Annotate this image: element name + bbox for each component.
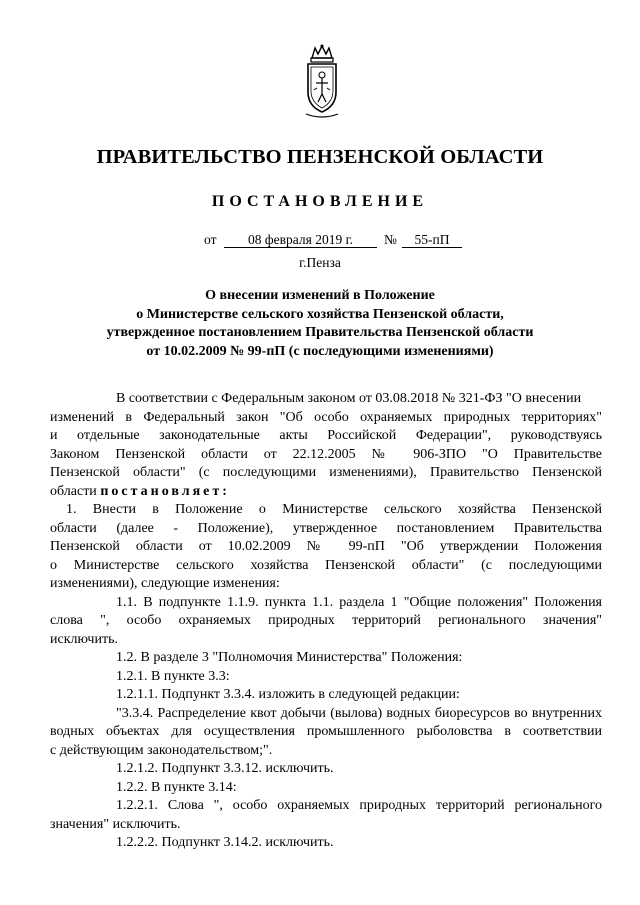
text-line: слова ", особо охраняемых природных территорий регионального значения" xyxy=(50,613,602,628)
document-body xyxy=(50,390,602,853)
text-line: исключить. xyxy=(50,631,118,647)
item-1-2-1-1: 1.2.1.1. Подпункт 3.3.4. изложить в следующей редакции: xyxy=(116,687,460,702)
date-prefix: от xyxy=(204,232,217,247)
text-line: Законом Пензенской области от 22.12.2005 № 906-ЗПО "О Правительстве xyxy=(50,446,602,462)
document-date: 08 февраля 2019 г. xyxy=(224,232,377,248)
text-line: 1.2.2.1. Слова ", особо охраняемых природных территорий регионального xyxy=(116,798,602,813)
text-line: водных объектах для осуществления промышленного рыболовства в соответствии xyxy=(50,724,602,739)
document-heading xyxy=(60,287,580,361)
text-line: В соответствии с Федеральным законом от 03.08.2018 № 321-ФЗ "О внесении xyxy=(116,391,582,406)
text-line: области (далее - Положение), утвержденное постановлением Правительства xyxy=(50,520,602,536)
text-line: области xyxy=(50,483,97,499)
text-line: изменений в Федеральный закон "Об особо охраняемых природных территориях" xyxy=(50,409,602,425)
item-1-2: 1.2. В разделе 3 "Полномочия Министерства" Положения: xyxy=(116,650,463,665)
text-line: Пензенской области от 10.02.2009 № 99-пП "Об утверждении Положения xyxy=(50,539,602,554)
heading-line: утвержденное постановлением Правительства Пензенской области xyxy=(106,325,534,340)
item-1-2-1: 1.2.1. В пункте 3.3: xyxy=(116,668,230,684)
text-line: значения" исключить. xyxy=(50,816,181,832)
quoted-text xyxy=(50,705,602,761)
text-line: о Министерстве сельского хозяйства Пензенской области" (с последующими xyxy=(50,557,602,573)
government-title: ПРАВИТЕЛЬСТВО ПЕНЗЕНСКОЙ ОБЛАСТИ xyxy=(96,146,544,168)
heading-line: О внесении изменений в Положение xyxy=(205,288,435,303)
item-1-2-2-1 xyxy=(50,797,602,834)
document-number: 55-пП xyxy=(402,232,462,248)
item-1-2-2: 1.2.2. В пункте 3.14: xyxy=(116,779,237,795)
document-type: ПОСТАНОВЛЕНИЕ xyxy=(211,193,429,210)
coat-of-arms-icon xyxy=(298,44,346,120)
item-1-2-2-2: 1.2.2.2. Подпункт 3.14.2. исключить. xyxy=(116,835,334,850)
text-line: 1.1. В подпункте 1.1.9. пункта 1.1. раздела 1 "Общие положения" Положения xyxy=(116,594,602,610)
heading-line: о Министерстве сельского хозяйства Пензенской области, xyxy=(136,306,504,322)
resolves-word: постановляет: xyxy=(100,483,230,499)
text-line: Пензенской области" (с последующими изменениями), Правительство Пензенской xyxy=(50,465,602,480)
text-line: и отдельные законодательные акты Российской Федерации", руководствуясь xyxy=(50,428,602,443)
city: г.Пенза xyxy=(299,255,341,270)
number-prefix: № xyxy=(384,232,397,247)
text-line: с действующим законодательством;". xyxy=(50,742,273,758)
preamble-paragraph xyxy=(50,390,602,501)
text-line: 1. Внести в Положение о Министерстве сельского хозяйства Пензенской xyxy=(66,502,602,517)
item-1-1 xyxy=(50,594,602,650)
item-1-2-1-2: 1.2.1.2. Подпункт 3.3.12. исключить. xyxy=(116,761,334,776)
text-line: изменениями), следующие изменения: xyxy=(50,576,280,591)
item-1 xyxy=(50,501,602,594)
heading-line: от 10.02.2009 № 99-пП (с последующими изменениями) xyxy=(146,343,494,359)
text-line: "3.3.4. Распределение квот добычи (вылова) водных биоресурсов во внутренних xyxy=(116,705,602,721)
